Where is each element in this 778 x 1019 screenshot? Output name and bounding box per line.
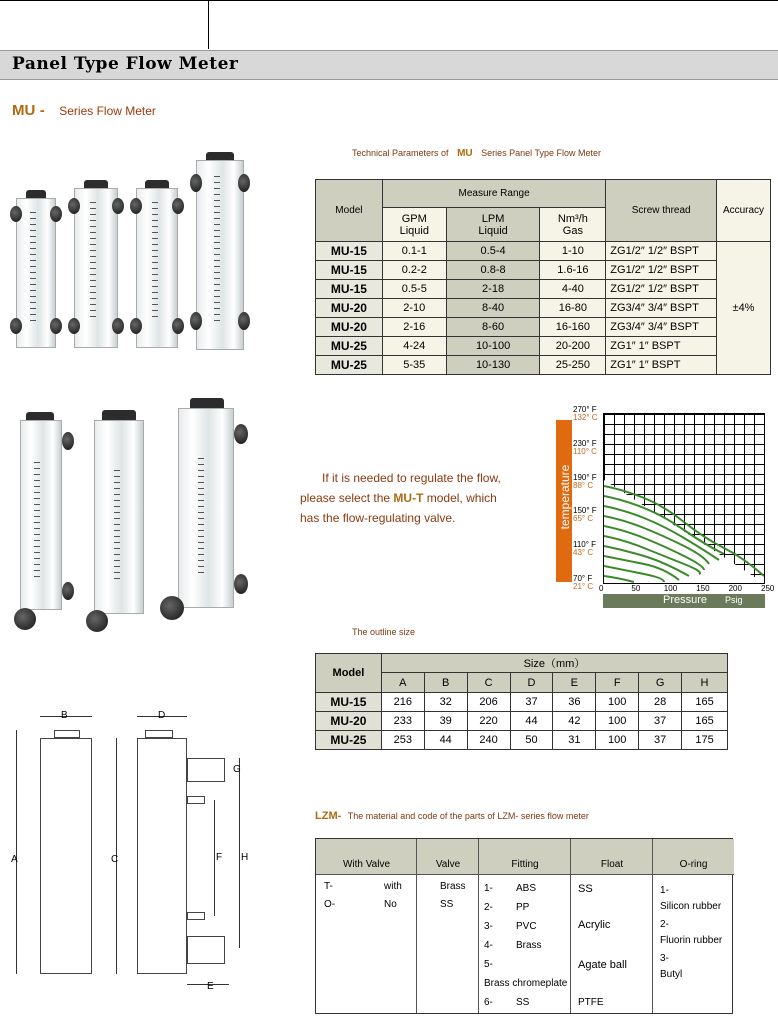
- float-material: Agate ball: [578, 959, 627, 971]
- flow-meter-photo: [12, 190, 60, 355]
- params-title-suffix: Series Panel Type Flow Meter: [481, 148, 602, 158]
- dim-label-d: D: [158, 710, 166, 721]
- size-value: 100: [596, 693, 639, 712]
- params-row: [316, 242, 771, 261]
- top-bar: [0, 0, 778, 50]
- param-lpm: 8-40: [446, 299, 540, 318]
- with-valve-code: T-: [324, 881, 333, 892]
- size-col-header: G: [639, 673, 682, 693]
- material-table: [315, 838, 733, 1014]
- size-table: [315, 653, 728, 750]
- dim-label-b: B: [61, 710, 68, 721]
- size-value: 165: [682, 693, 728, 712]
- size-col-size: Size（mm）: [381, 654, 727, 673]
- size-value: 36: [553, 693, 596, 712]
- float-material: PTFE: [578, 997, 604, 1008]
- param-gpm: 0.1-1: [382, 242, 446, 261]
- col-screw-thread: Screw thread: [606, 180, 717, 242]
- series-heading: [12, 102, 156, 120]
- with-valve-desc: with: [384, 881, 402, 892]
- regulate-line1: If it is needed to regulate the flow,: [322, 471, 501, 485]
- size-value: 206: [467, 693, 510, 712]
- col-model: Model: [316, 180, 383, 242]
- fitting-name: PP: [516, 902, 530, 913]
- y-tick: [573, 575, 593, 591]
- y-tick-c: 110° C: [573, 446, 597, 456]
- size-col-header: C: [467, 673, 510, 693]
- size-value: 253: [381, 731, 424, 750]
- fitting-name: Brass: [516, 940, 542, 951]
- y-tick-c: 88° C: [573, 480, 594, 490]
- page-title: Panel Type Flow Meter: [12, 54, 239, 74]
- dim-label-g: G: [233, 764, 241, 775]
- float-material: SS: [578, 883, 593, 895]
- title-bar: [0, 50, 778, 80]
- x-tick: 50: [631, 584, 641, 593]
- flow-meter-valve-photo: [160, 398, 250, 630]
- flow-meter-photo: [192, 152, 250, 357]
- size-col-header: D: [510, 673, 553, 693]
- size-model: MU-25: [316, 731, 382, 750]
- size-value: 31: [553, 731, 596, 750]
- fitting-name: Brass chromeplate: [484, 978, 568, 989]
- param-model: MU-20: [316, 318, 383, 337]
- y-tick-c: 21° C: [573, 582, 594, 591]
- y-tick-c: 65° C: [573, 514, 594, 524]
- params-title-code: MU: [457, 148, 473, 159]
- size-value: 42: [553, 712, 596, 731]
- series-label: Series Flow Meter: [59, 104, 156, 118]
- operating-region: [604, 414, 764, 583]
- param-thread: ZG3/4″ 3/4″ BSPT: [606, 318, 717, 337]
- y-tick-f: 70° F: [573, 574, 593, 583]
- param-nm: 16-80: [540, 299, 606, 318]
- param-lpm: 2-18: [446, 280, 540, 299]
- param-thread: ZG1/2″ 1/2″ BSPT: [606, 280, 717, 299]
- size-value: 37: [639, 731, 682, 750]
- x-tick: 100: [663, 584, 678, 593]
- size-col-header: F: [596, 673, 639, 693]
- float-material: Acrylic: [578, 919, 611, 931]
- dim-label-c: C: [111, 854, 119, 865]
- oring-num: 2-: [660, 919, 669, 930]
- param-model: MU-15: [316, 261, 383, 280]
- outline-title: The outline size: [352, 627, 416, 637]
- param-gpm: 4-24: [382, 337, 446, 356]
- param-model: MU-25: [316, 356, 383, 375]
- size-col-header: B: [424, 673, 467, 693]
- size-col-model: Model: [316, 654, 382, 693]
- fitting-num: 1-: [484, 883, 493, 894]
- y-tick-f: 270° F: [573, 405, 597, 414]
- dim-label-f: F: [216, 852, 223, 863]
- size-value: 240: [467, 731, 510, 750]
- dim-label-e: E: [207, 981, 214, 992]
- size-row: [316, 712, 728, 731]
- param-model: MU-15: [316, 280, 383, 299]
- series-dash: -: [39, 102, 45, 119]
- outline-drawing: [0, 700, 260, 1000]
- y-tick-f: 190° F: [573, 472, 597, 482]
- material-header: With Valve: [342, 859, 391, 870]
- param-thread: ZG1/2″ 1/2″ BSPT: [606, 242, 717, 261]
- size-value: 37: [510, 693, 553, 712]
- col-lpm: LPM Liquid: [446, 208, 540, 242]
- size-row: [316, 693, 728, 712]
- flow-meter-valve-photo: [14, 412, 70, 632]
- size-col-header: H: [682, 673, 728, 693]
- col-accuracy: Accuracy: [717, 180, 771, 242]
- material-header: Valve: [435, 859, 461, 870]
- param-nm: 16-160: [540, 318, 606, 337]
- size-value: 233: [381, 712, 424, 731]
- param-nm: 1.6-16: [540, 261, 606, 280]
- param-lpm: 10-100: [446, 337, 540, 356]
- x-tick: 200: [728, 584, 742, 593]
- material-header: Fitting: [511, 859, 539, 870]
- params-row: [316, 280, 771, 299]
- valve-material: Brass: [440, 881, 466, 892]
- col-measure-range: Measure Range: [382, 180, 605, 208]
- param-gpm: 0.5-5: [382, 280, 446, 299]
- params-title: [352, 148, 601, 159]
- fitting-num: 4-: [484, 940, 493, 951]
- col-nm: Nm³/h Gas: [540, 208, 606, 242]
- size-col-header: E: [553, 673, 596, 693]
- params-row: [316, 318, 771, 337]
- size-value: 175: [682, 731, 728, 750]
- flow-meter-photo: [132, 180, 182, 355]
- flow-meter-valve-photo: [90, 410, 154, 632]
- y-tick: [573, 507, 597, 523]
- param-gpm: 2-10: [382, 299, 446, 318]
- regulate-note: [300, 468, 540, 528]
- size-value: 39: [424, 712, 467, 731]
- param-model: MU-15: [316, 242, 383, 261]
- regulate-line3: has the flow-regulating valve.: [300, 511, 456, 525]
- col-gpm: GPM Liquid: [382, 208, 446, 242]
- fitting-name: ABS: [516, 883, 537, 894]
- size-value: 220: [467, 712, 510, 731]
- params-table: [315, 179, 771, 375]
- fitting-num: 5-: [484, 959, 493, 970]
- params-row: [316, 261, 771, 280]
- oring-name: Butyl: [660, 969, 683, 980]
- fitting-num: 3-: [484, 921, 493, 932]
- flow-meter-photo: [70, 180, 122, 355]
- size-value: 28: [639, 693, 682, 712]
- material-title-code: LZM-: [315, 810, 342, 822]
- y-tick-c: 132° C: [573, 413, 598, 422]
- size-value: 100: [596, 712, 639, 731]
- param-model: MU-20: [316, 299, 383, 318]
- param-lpm: 0.8-8: [446, 261, 540, 280]
- with-valve-code: O-: [324, 899, 336, 910]
- size-col-header: A: [381, 673, 424, 693]
- size-model: MU-20: [316, 712, 382, 731]
- size-value: 50: [510, 731, 553, 750]
- y-tick: [573, 541, 596, 557]
- oring-num: 3-: [660, 953, 669, 964]
- regulate-line2-pre: please select the: [300, 491, 391, 505]
- params-row: [316, 299, 771, 318]
- param-gpm: 0.2-2: [382, 261, 446, 280]
- material-header: O-ring: [679, 859, 708, 870]
- size-model: MU-15: [316, 693, 382, 712]
- dim-label-a: A: [11, 854, 18, 865]
- fitting-num: 6-: [484, 997, 493, 1008]
- param-thread: ZG1″ 1″ BSPT: [606, 337, 717, 356]
- oring-name: Fluorin rubber: [660, 935, 723, 946]
- params-title-prefix: Technical Parameters of: [352, 148, 449, 158]
- size-value: 100: [596, 731, 639, 750]
- size-value: 37: [639, 712, 682, 731]
- y-tick-f: 110° F: [573, 540, 597, 550]
- pressure-unit: Psig: [725, 595, 743, 605]
- y-tick: [573, 474, 597, 490]
- pressure-bar: [603, 594, 765, 608]
- series-code: MU: [12, 102, 36, 119]
- size-value: 216: [381, 693, 424, 712]
- param-gpm: 5-35: [382, 356, 446, 375]
- with-valve-desc: No: [384, 899, 397, 910]
- param-lpm: 0.5-4: [446, 242, 540, 261]
- param-thread: ZG1/2″ 1/2″ BSPT: [606, 261, 717, 280]
- valve-material: SS: [440, 899, 454, 910]
- fitting-name: PVC: [516, 921, 537, 932]
- size-value: 32: [424, 693, 467, 712]
- size-value: 44: [424, 731, 467, 750]
- temperature-label: temperature: [558, 464, 572, 530]
- params-row: [316, 337, 771, 356]
- y-tick: [573, 406, 598, 422]
- size-row: [316, 731, 728, 750]
- size-value: 44: [510, 712, 553, 731]
- material-title: [315, 810, 589, 822]
- temperature-bar: [556, 420, 572, 582]
- y-tick-f: 150° F: [573, 506, 597, 516]
- temperature-pressure-chart: [603, 413, 765, 584]
- fitting-name: SS: [516, 997, 530, 1008]
- param-nm: 20-200: [540, 337, 606, 356]
- param-nm: 1-10: [540, 242, 606, 261]
- y-tick-f: 230° F: [573, 438, 597, 448]
- param-thread: ZG3/4″ 3/4″ BSPT: [606, 299, 717, 318]
- material-title-text: The material and code of the parts of LZM- series flow meter: [347, 811, 589, 821]
- x-tick: 150: [696, 584, 710, 593]
- pressure-label: Pressure: [663, 594, 708, 606]
- param-model: MU-25: [316, 337, 383, 356]
- regulate-line2-post: model, which: [426, 491, 497, 505]
- material-header: Float: [600, 859, 624, 870]
- y-tick: [573, 440, 597, 456]
- param-nm: 4-40: [540, 280, 606, 299]
- dim-label-h: H: [241, 852, 249, 863]
- param-nm: 25-250: [540, 356, 606, 375]
- y-tick-c: 43° C: [573, 548, 594, 558]
- param-thread: ZG1″ 1″ BSPT: [606, 356, 717, 375]
- size-value: 165: [682, 712, 728, 731]
- oring-name: Silicon rubber: [660, 901, 722, 912]
- regulate-code: MU-T: [393, 491, 424, 505]
- x-tick: 0: [599, 584, 604, 593]
- x-tick: 250: [761, 584, 775, 593]
- param-lpm: 8-60: [446, 318, 540, 337]
- param-lpm: 10-130: [446, 356, 540, 375]
- params-row: [316, 356, 771, 375]
- fitting-num: 2-: [484, 902, 493, 913]
- param-gpm: 2-16: [382, 318, 446, 337]
- oring-num: 1-: [660, 885, 669, 896]
- param-accuracy: ±4%: [717, 242, 771, 375]
